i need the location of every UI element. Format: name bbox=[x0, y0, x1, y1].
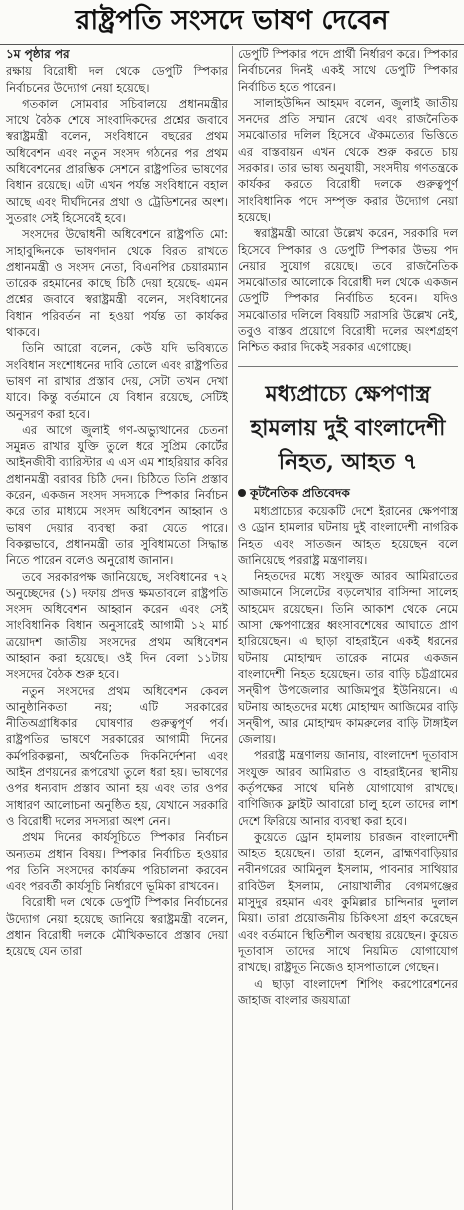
jump-note: ১ম পৃষ্ঠার পর bbox=[6, 47, 70, 61]
left-column bbox=[6, 46, 228, 1210]
article-paragraph: এ ছাড়া বাংলাদেশ শিপিং করপোরেশনের জাহাজ বাংলার জয়যাত্রা bbox=[238, 976, 458, 1007]
article-paragraph: ডেপুটি স্পিকার পদে প্রার্থী নির্ধারণ করে। স্পিকার নির্বাচনের দিনই একই সাথে ডেপুটি স্পিকার নির্বাচিত হতে পারেন। bbox=[238, 47, 458, 94]
article-paragraph: তবে সরকারপক্ষ জানিয়েছে, সংবিধানের ৭২ অনুচ্ছেদের (১) দফায় প্রদত্ত ক্ষমতাবলে রাষ্ট্রপতি সংসদ অধিবেশন আহ্বান করেন এবং সেই সাংবিধানিক বিধান অনুসারেই আগামী ১২ মার্চ ত্রয়োদশ জাতীয় সংসদের প্রথম অধিবেশন আহ্বান করা হয়েছে। ওই দিন বেলা ১১টায় সংসদের বৈঠক শুরু হবে। bbox=[6, 569, 228, 682]
page-headline: রাষ্ট্রপতি সংসদে ভাষণ দেবেন bbox=[0, 0, 464, 45]
bullet-icon bbox=[238, 489, 246, 497]
secondary-headline: মধ্যপ্রাচ্যে ক্ষেপণাস্ত্র হামলায় দুই বাংলাদেশী নিহত, আহত ৭ bbox=[238, 366, 458, 479]
article-paragraph: প্রথম দিনের কার্যসূচিতে স্পিকার নির্বাচন অন্যতম প্রধান বিষয়। স্পিকার নির্বাচিত হওয়ার পর তিনি সংসদের কার্যক্রম পরিচালনা করবেন এবং পরবর্তী কার্যসূচি নির্ধারণে ভূমিকা রাখবেন। bbox=[6, 830, 228, 894]
article-paragraph: মধ্যপ্রাচ্যের কয়েকটি দেশে ইরানের ক্ষেপণাস্ত্র ও ড্রোন হামলার ঘটনায় দুই বাংলাদেশী নাগরিক নিহত এবং সাতজন আহত হয়েছেন বলে জানিয়েছে পররাষ্ট্র মন্ত্রণালয়। bbox=[238, 503, 458, 567]
article-paragraph: এর আগে জুলাই গণ-অভ্যুত্থানের চেতনা সমুন্নত রাখার যুক্তি তুলে ধরে সুপ্রিম কোর্টের আইনজীবী ব্যারিস্টার এ এস এম শাহরিয়ার কবির প্রধানমন্ত্রী বরাবর চিঠি দেন। চিঠিতে তিনি প্রস্তাব করেন, একজন সংসদ সদস্যকে স্পিকার নির্বাচন করে তার মাধ্যমে সংসদ অধিবেশন আহ্বান ও ভাষণ দেয়ার ব্যবস্থা করা যেতে পারে। বিকল্পভাবে, প্রধানমন্ত্রী তার সুবিধামতো সিদ্ধান্ত নিতে পারেন বলেও অনুরোধ জানান। bbox=[6, 422, 228, 568]
right-column bbox=[238, 46, 458, 1210]
article-paragraph: সংসদের উদ্বোধনী অধিবেশনে রাষ্ট্রপতি মো: সাহাবুদ্দিনকে ভাষণদান থেকে বিরত রাখতে প্রধানমন্ত্রী ও সংসদ নেতা, বিএনপির চেয়ারম্যান তারেক রহমানের কাছে চিঠি দেয়া হয়েছে- এমন প্রশ্নের জবাবে স্বরাষ্ট্রমন্ত্রী বলেন, সংবিধানের বিধান পরিবর্তন না হওয়া পর্যন্ত তা কার্যকর থাকবে। bbox=[6, 227, 228, 340]
article-paragraph: স্বরাষ্ট্রমন্ত্রী আরো উল্লেখ করেন, সরকারি দল হিসেবে স্পিকার ও ডেপুটি স্পিকার উভয় পদ নেয়ার সুযোগ রয়েছে। তবে রাজনৈতিক সমঝোতার আলোকে বিরোধী দল থেকে একজন ডেপুটি স্পিকার নির্বাচিত হবেন। যদিও সমঝোতার দলিলে বিষয়টি সরাসরি উল্লেখ নেই, তবুও বাস্তব প্রয়োগে বিরোধী দলের অংশগ্রহণ নিশ্চিত করার দিকেই সরকার এগোচ্ছে। bbox=[238, 226, 458, 355]
article-paragraph: সালাহউদ্দিন আহমদ বলেন, জুলাই জাতীয় সনদের প্রতি সম্মান রেখে এবং রাজনৈতিক সমঝোতার দলিল হিসেবে ঐকমত্যের ভিত্তিতে এর বাস্তবায়ন এখন থেকে শুরু করতে চায় সরকার। তার ভাষ্য অনুযায়ী, সংসদীয় গণতন্ত্রকে কার্যকর করতে বিরোধী দলকে গুরুত্বপূর্ণ সাংবিধানিক পদে সম্পৃক্ত করার উদ্যোগ নেয়া হয়েছে। bbox=[238, 95, 458, 224]
column-divider bbox=[232, 46, 233, 1210]
article-paragraph: নতুন সংসদের প্রথম অধিবেশন কেবল আনুষ্ঠানিকতা নয়; এটি সরকারের নীতিঅগ্রাধিকার ঘোষণার গুরুত্বপূর্ণ পর্ব। রাষ্ট্রপতির ভাষণে সরকারের আগামী দিনের কর্মপরিকল্পনা, অর্থনৈতিক দিকনির্দেশনা এবং আইন প্রণয়নের রূপরেখা তুলে ধরা হয়। ভাষণের ওপর ধন্যবাদ প্রস্তাব আনা হয় এবং তার ওপর সাধারণ আলোচনা অনুষ্ঠিত হয়, যেখানে সরকারি ও বিরোধী দলের সদস্যরা অংশ নেন। bbox=[6, 683, 228, 828]
article-paragraph: কুয়েতে ড্রোন হামলায় চারজন বাংলাদেশী আহত হয়েছেন। তারা হলেন, ব্রাহ্মণবাড়িয়ার নবীনগরের আমিনুল ইসলাম, পাবনার সাথিয়ার রাবিউল ইসলাম, নোয়াখালীর বেগমগঞ্জের মাসুদুর রহমান এবং কুমিল্লার চান্দিনার দুলাল মিয়া। তারা প্রয়োজনীয় চিকিৎসা গ্রহণ করেছেন এবং বর্তমানে স্থিতিশীল অবস্থায় রয়েছেন। কুয়েত দূতাবাস তাদের সাথে নিয়মিত যোগাযোগ রাখছে। রাষ্ট্রদূত নিজেও হাসপাতালে গেছেন। bbox=[238, 829, 458, 975]
article-paragraph: পররাষ্ট্র মন্ত্রণালয় জানায়, বাংলাদেশ দূতাবাস সংযুক্ত আরব আমিরাত ও বাহরাইনের স্থানীয় কর্তৃপক্ষের সাথে ঘনিষ্ঠ যোগাযোগ রাখছে। বাণিজ্যিক ফ্লাইট আবারো চালু হলে তাদের লাশ দেশে ফিরিয়ে আনার ব্যবস্থা করা হবে। bbox=[238, 748, 458, 828]
byline bbox=[238, 485, 458, 501]
article-paragraph: তিনি আরো বলেন, কেউ যদি ভবিষ্যতে সংবিধান সংশোধনের দাবি তোলে এবং রাষ্ট্রপতির ভাষণ না রাখার প্রস্তাব দেয়, সেটা তখন দেখা যাবে। কিন্তু বর্তমানে যে বিধান রয়েছে, সেটিই অনুসরণ করা হবে। bbox=[6, 341, 228, 421]
article-paragraph: রক্ষায় বিরোধী দল থেকে ডেপুটি স্পিকার নির্বাচনের উদ্যোগ নেয়া হয়েছে। bbox=[6, 64, 228, 95]
article-paragraph: নিহতদের মধ্যে সংযুক্ত আরব আমিরাতের আজমানে সিলেটের বড়লেখার বাসিন্দা সালেহ আহমেদ রয়েছেন। তিনি আকাশ থেকে নেমে আসা ক্ষেপণাস্ত্রের ধ্বংসাবশেষের আঘাতে প্রাণ হারিয়েছেন। এ ছাড়া বাহরাইনে একই ধরনের ঘটনায় মোহাম্মদ তারেক নামের একজন বাংলাদেশী নিহত হয়েছেন। তার বাড়ি চট্টগ্রামের সন্দ্বীপ উপজেলার আজিমপুর ইউনিয়নে। এ ঘটনায় আহতদের মধ্যে মোহাম্মদ আজিমের বাড়ি সন্দ্বীপ, আর মোহাম্মদ কামরুলের বাড়ি টাঙ্গাইল জেলায়। bbox=[238, 569, 458, 747]
article-paragraph: বিরোধী দল থেকে ডেপুটি স্পিকার নির্বাচনের উদ্যোগ নেয়া হয়েছে জানিয়ে স্বরাষ্ট্রমন্ত্রী বলেন, প্রধান বিরোধী দলকে মৌখিকভাবে প্রস্তাব দেয়া হয়েছে যেন তারা bbox=[6, 895, 228, 959]
byline-text: কূটনৈতিক প্রতিবেদক bbox=[250, 485, 350, 500]
article-paragraph: গতকাল সোমবার সচিবালয়ে প্রধানমন্ত্রীর সাথে বৈঠক শেষে সাংবাদিকদের প্রশ্নের জবাবে স্বরাষ্ট্রমন্ত্রী বলেন, সংবিধানে বছরের প্রথম অধিবেশন এবং নতুন সংসদ গঠনের পর প্রথম অধিবেশনের প্রারম্ভিক সেশনে রাষ্ট্রপতির ভাষণের বিধান রয়েছে। এটা এখন পর্যন্ত সংবিধানে বহাল আছে এবং দীর্ঘদিনের প্রথা ও ট্রেডিশনের অংশ। সুতরাং সেই হিসেবেই হবে। bbox=[6, 96, 228, 225]
